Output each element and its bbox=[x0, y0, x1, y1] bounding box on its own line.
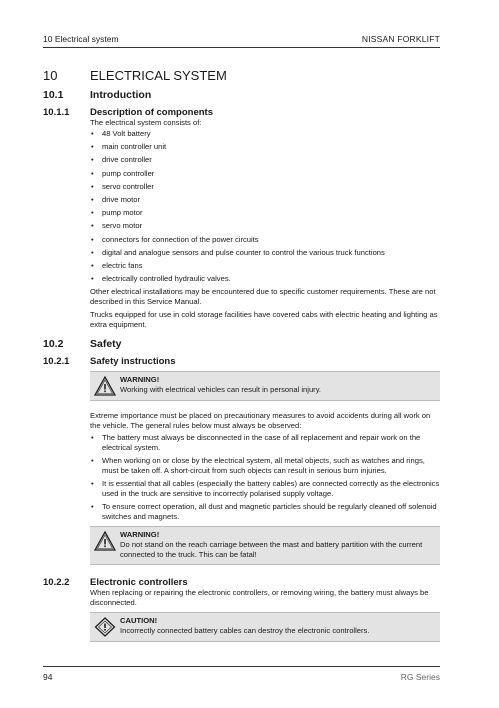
subsection-title: Description of components bbox=[90, 107, 213, 118]
list-item: • servo motor bbox=[90, 221, 440, 231]
caution-diamond-icon bbox=[94, 617, 116, 637]
paragraph-other-installations: Other electrical installations may be encountered due to specific customer requirements. These are not described in this Service Manual. bbox=[90, 287, 436, 307]
subsection-heading-10-1-1 bbox=[43, 107, 440, 118]
warning-box bbox=[90, 526, 440, 565]
warning-text: Working with electrical vehicles can result in personal injury. bbox=[120, 385, 322, 395]
warning-text: Do not stand on the reach carriage between the mast and battery partition with the current connected to the truck. This can be fatal! bbox=[120, 540, 423, 560]
list-item: • connectors for connection of the power circuits bbox=[90, 235, 440, 245]
list-item: • 48 Volt battery bbox=[90, 129, 440, 139]
subsection-title: Safety instructions bbox=[90, 356, 176, 368]
list-item: • drive controller bbox=[90, 155, 440, 165]
caution-box bbox=[90, 612, 440, 642]
list-item: • It is essential that all cables (especially the battery cables) are connected correctly as the electronics used in the truck are sensitive to incorrectly polarised supply voltage. bbox=[90, 479, 440, 499]
subsection-heading-10-2-2 bbox=[43, 577, 440, 588]
safety-intro: Extreme importance must be placed on precautionary measures to avoid accidents during all work on the vehicle. The general rules below must always be observed: bbox=[90, 411, 431, 431]
list-item: • electrically controlled hydraulic valves. bbox=[90, 274, 440, 284]
page-header bbox=[43, 34, 440, 48]
section-number: 10.1 bbox=[43, 89, 64, 101]
components-list bbox=[90, 129, 440, 284]
section-heading-10-2 bbox=[43, 338, 440, 350]
chapter-title: ELECTRICAL SYSTEM bbox=[90, 68, 227, 83]
subsection-number: 10.2.2 bbox=[43, 577, 70, 589]
header-section-title: 10 Electrical system bbox=[43, 34, 119, 44]
chapter-number: 10 bbox=[43, 68, 58, 83]
components-body bbox=[90, 118, 440, 330]
list-item: • When working on or close by the electrical system, all metal objects, such as watches and rings, must be taken off. A short-circuit from such objects can result in serious burn injuries. bbox=[90, 456, 440, 476]
list-item: • pump motor bbox=[90, 208, 440, 218]
list-item: • servo controller bbox=[90, 182, 440, 192]
components-intro: The electrical system consists of: bbox=[90, 118, 202, 127]
paragraph-cold-storage: Trucks equipped for use in cold storage facilities have covered cabs with electric heating and lighting as extra equipment. bbox=[90, 310, 438, 330]
section-title: Introduction bbox=[90, 89, 152, 101]
caution-text: Incorrectly connected battery cables can destroy the electronic controllers. bbox=[120, 626, 370, 636]
safety-rules-list bbox=[90, 433, 440, 522]
list-item: • To ensure correct operation, all dust and magnetic particles should be regularly cleaned off solenoid switches and magnets. bbox=[90, 502, 440, 522]
list-item: • drive motor bbox=[90, 195, 440, 205]
subsection-number: 10.2.1 bbox=[43, 356, 70, 368]
section-heading-10-1 bbox=[43, 89, 440, 101]
series-name: RG Series bbox=[400, 672, 440, 682]
warning-title: WARNING! bbox=[120, 375, 160, 385]
subsection-number: 10.1.1 bbox=[43, 107, 70, 118]
controllers-text: When replacing or repairing the electronic controllers, or removing wiring, the battery must always be disconnected. bbox=[90, 588, 429, 608]
page-number: 94 bbox=[43, 672, 53, 682]
warning-box bbox=[90, 371, 440, 401]
subsection-title: Electronic controllers bbox=[90, 577, 188, 589]
list-item: • electric fans bbox=[90, 261, 440, 271]
header-brand: NISSAN FORKLIFT bbox=[361, 34, 440, 44]
safety-body bbox=[90, 411, 440, 522]
subsection-heading-10-2-1 bbox=[43, 356, 440, 367]
section-title: Safety bbox=[90, 338, 122, 351]
warning-triangle-icon bbox=[94, 531, 116, 551]
page-content bbox=[43, 68, 440, 642]
list-item: • The battery must always be disconnected in the case of all replacement and repair work on the electrical system. bbox=[90, 433, 440, 453]
page-footer bbox=[43, 666, 440, 682]
warning-title: WARNING! bbox=[120, 530, 160, 540]
warning-triangle-icon bbox=[94, 376, 116, 396]
controllers-body bbox=[90, 588, 440, 608]
list-item: • main controller unit bbox=[90, 142, 440, 152]
list-item: • pump controller bbox=[90, 169, 440, 179]
list-item: • digital and analogue sensors and pulse counter to control the various truck functions bbox=[90, 248, 440, 258]
caution-title: CAUTION! bbox=[120, 616, 158, 626]
chapter-heading bbox=[43, 68, 440, 83]
section-number: 10.2 bbox=[43, 338, 64, 351]
